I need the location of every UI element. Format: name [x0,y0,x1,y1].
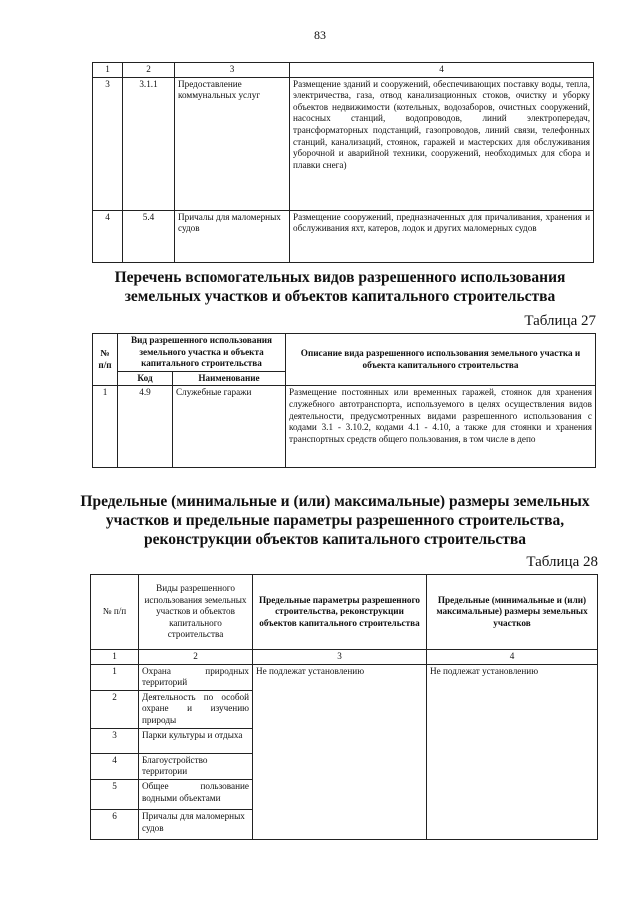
row-kind: Охрана природных территорий [139,664,253,690]
table-row [91,664,598,690]
section-heading [60,268,620,306]
row-number: 4 [93,210,123,262]
header-kind: Вид разрешенного использования земельного участка и объекта капитального строительства [118,334,286,372]
header-kind: Виды разрешенного использования земельных участков и объектов капитального строительства [139,575,253,650]
column-number: 1 [91,650,139,665]
row-number: 1 [91,664,139,690]
row-kind: Причалы для маломерных судов [139,809,253,839]
header-params: Предельные параметры разрешенного строительства, реконструкции объектов капитального строительства [253,575,427,650]
header-cell: 2 [123,63,175,78]
params-value: Не подлежат установлению [253,664,427,839]
header-name: Наименование [173,371,286,386]
row-kind: Общее пользование водными объектами [139,779,253,809]
row-kind: Деятельность по особой охране и изучению природы [139,690,253,728]
row-number: 2 [91,690,139,728]
row-description: Размещение сооружений, предназначенных для причаливания, хранения и обслуживания яхт, катеров, лодок и других маломерных судов [290,210,594,262]
number-row [91,650,598,665]
row-number: 6 [91,809,139,839]
sizes-value: Не подлежат установлению [427,664,598,839]
section-heading [40,492,630,549]
column-number: 2 [139,650,253,665]
row-kind: Парки культуры и отдыха [139,728,253,753]
row-kind: Благоустройство территории [139,753,253,779]
row-code: 3.1.1 [123,77,175,210]
page-number: 83 [314,28,326,42]
table-label: Таблица 27 [524,313,596,329]
table-27 [92,333,596,468]
heading-line: земельных участков и объектов капитального строительства [124,288,556,305]
row-number: 5 [91,779,139,809]
header-number: № п/п [93,334,118,386]
table-28 [90,574,598,840]
header-cell: 1 [93,63,123,78]
heading-line: Перечень вспомогательных видов разрешенного использования [114,269,566,286]
header-code: Код [118,371,173,386]
header-row [91,575,598,650]
row-number: 4 [91,753,139,779]
table-row [93,386,596,468]
header-cell: 4 [290,63,594,78]
row-code: 5.4 [123,210,175,262]
header-row [93,334,596,372]
header-sizes: Предельные (минимальные и (или) максимальные) размеры земельных участков [427,575,598,650]
header-cell: 3 [175,63,290,78]
row-name: Предоставление коммунальных услуг [175,77,290,210]
row-number: 3 [93,77,123,210]
table-row [93,77,594,210]
row-description: Размещение зданий и сооружений, обеспечивающих поставку воды, тепла, электричества, газа, отвод канализационных стоков, очистку и уборку объектов недвижимости (котельных, водозаборов, очистных сооружений, насосных станций, водопроводов, линий электропередач, трансформаторных подстанций, газопроводов, линий связи, телефонных станций, канализаций, стоянок, гаражей и мастерских для обслуживания уборочной и аварийной техники, сооружений, необходимых для сбора и плавки снега) [290,77,594,210]
table-label: Таблица 28 [526,554,598,570]
header-row [93,63,594,78]
heading-line: участков и предельные параметры разрешенного строительства, [105,512,565,529]
heading-line: реконструкции объектов капитального строительства [144,531,526,548]
heading-line: Предельные (минимальные и (или) максимальные) размеры земельных [80,493,590,510]
header-number: № п/п [91,575,139,650]
continuation-table [92,62,594,263]
header-description: Описание вида разрешенного использования земельного участка и объекта капитального строительства [286,334,596,386]
row-name: Служебные гаражи [173,386,286,468]
row-code: 4.9 [118,386,173,468]
row-description: Размещение постоянных или временных гаражей, стоянок для хранения служебного автотранспорта, используемого в целях осуществления видов деятельности, предусмотренных видами разрешенного использования с кодами 3.1 - 3.10.2, кодами 4.1 - 4.10, а также для стоянки и хранения транспортных средств общего пользования, в том числе в депо [286,386,596,468]
row-number: 3 [91,728,139,753]
row-number: 1 [93,386,118,468]
column-number: 4 [427,650,598,665]
row-name: Причалы для маломерных судов [175,210,290,262]
column-number: 3 [253,650,427,665]
table-row [93,210,594,262]
